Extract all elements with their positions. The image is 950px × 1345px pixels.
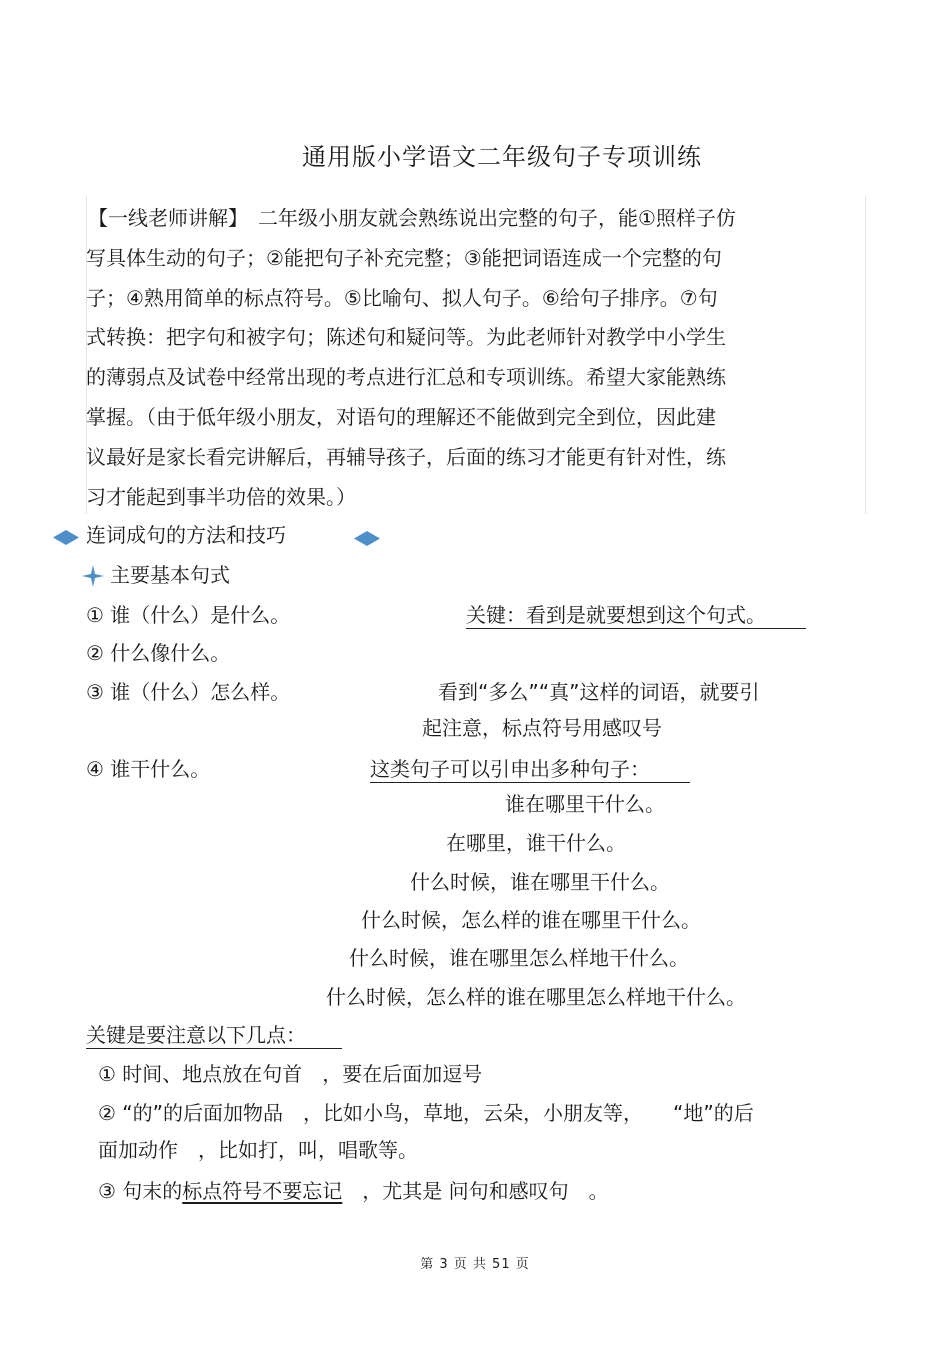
derived-sentence: 什么时候，谁在哪里干什么。	[410, 870, 670, 894]
derived-sentence: 在哪里，谁干什么。	[446, 831, 626, 855]
intro-line: 写具体生动的句子；②能把句子补充完整；③能把词语连成一个完整的句	[86, 246, 722, 270]
section-heading-connect-words: 连词成句的方法和技巧	[86, 523, 286, 547]
intro-line: 的薄弱点及试卷中经常出现的考点进行汇总和专项训练。希望大家能熟练	[86, 365, 726, 389]
key-points-heading: 关键是要注意以下几点：	[86, 1023, 342, 1049]
pattern-note: 这类句子可以引申出多种句子：	[370, 757, 690, 783]
key-point: ② “的”的后面加物品 ，比如小鸟，草地，云朵，小朋友等， “地”的后	[98, 1101, 754, 1125]
pattern-label: ④ 谁干什么。	[86, 757, 211, 781]
intro-line: 式转换：把字句和被字句；陈述句和疑问等。为此老师针对教学中小学生	[86, 325, 726, 349]
page-footer: 第 3 页 共 51 页	[420, 1257, 530, 1272]
section-heading-basic-patterns: 主要基本句式	[110, 563, 230, 587]
pattern-label: ③ 谁（什么）怎么样。	[86, 680, 291, 704]
derived-sentence: 什么时候，怎么样的谁在哪里怎么样地干什么。	[326, 985, 746, 1009]
pattern-label: ① 谁（什么）是什么。	[86, 603, 291, 627]
pattern-label: ② 什么像什么。	[86, 641, 231, 665]
page-title: 通用版小学语文二年级句子专项训练	[302, 143, 702, 171]
diamond-bullet-icon	[354, 531, 380, 546]
intro-line: 议最好是家长看完讲解后，再辅导孩子，后面的练习才能更有针对性，练	[86, 445, 726, 469]
diamond-bullet-icon	[53, 530, 79, 545]
derived-sentence: 谁在哪里干什么。	[505, 792, 665, 816]
intro-line: 子；④熟用简单的标点符号。⑤比喻句、拟人句子。⑥给句子排序。⑦句	[86, 286, 718, 310]
intro-line: 习才能起到事半功倍的效果。）	[86, 485, 356, 509]
intro-line: 掌握。（由于低年级小朋友，对语句的理解还不能做到完全到位，因此建	[86, 405, 716, 429]
four-point-star-icon	[82, 565, 104, 587]
pattern-note: 看到“多么”“真”这样的词语，就要引	[438, 680, 760, 704]
derived-sentence: 什么时候，怎么样的谁在哪里干什么。	[361, 908, 701, 932]
derived-sentence: 什么时候，谁在哪里怎么样地干什么。	[349, 946, 689, 970]
key-point: ③ 句末的标点符号不要忘记 ，尤其是 问句和感叹句 。	[98, 1179, 609, 1203]
key-point: ① 时间、地点放在句首 ，要在后面加逗号	[98, 1062, 483, 1086]
intro-line: 【一线老师讲解】 二年级小朋友就会熟练说出完整的句子，能①照样子仿	[88, 206, 736, 230]
pattern-note: 起注意，标点符号用感叹号	[422, 716, 662, 740]
key-point: 面加动作 ，比如打，叫，唱歌等。	[98, 1138, 418, 1162]
pattern-note: 关键：看到是就要想到这个句式。	[466, 603, 806, 629]
